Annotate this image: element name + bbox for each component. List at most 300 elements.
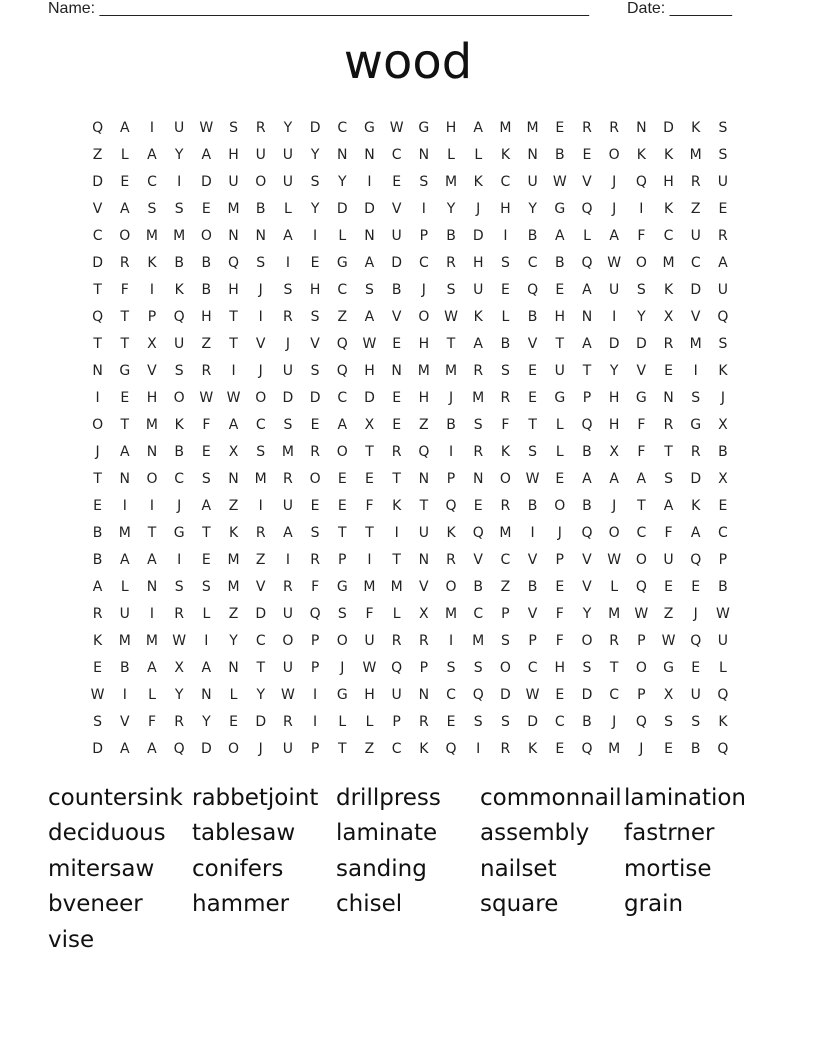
grid-letter: N: [636, 119, 647, 136]
grid-letter: I: [639, 200, 644, 217]
date-field-label: Date: _______: [627, 0, 732, 17]
grid-letter: B: [582, 443, 592, 460]
grid-letter: N: [418, 551, 430, 568]
grid-letter: M: [499, 524, 512, 541]
grid-letter: U: [282, 362, 294, 379]
grid-letter: D: [336, 200, 348, 217]
grid-letter: O: [200, 227, 212, 244]
grid-letter: Y: [174, 146, 184, 163]
grid-letter: T: [392, 551, 401, 568]
grid-letter: H: [364, 686, 375, 703]
grid-letter: N: [255, 227, 266, 244]
grid-letter: L: [392, 605, 401, 622]
word-bank-item: countersink: [48, 784, 183, 811]
grid-letter: U: [717, 632, 729, 649]
grid-letter: L: [120, 146, 129, 163]
grid-letter: S: [283, 416, 293, 433]
grid-letter: D: [255, 713, 267, 730]
grid-letter: T: [147, 524, 157, 541]
grid-letter: C: [255, 632, 266, 649]
grid-letter: K: [718, 362, 728, 379]
grid-letter: C: [500, 551, 511, 568]
grid-letter: F: [311, 578, 320, 595]
grid-letter: L: [338, 227, 347, 244]
grid-letter: P: [419, 659, 429, 676]
grid-letter: Z: [364, 740, 375, 757]
grid-letter: S: [283, 281, 293, 298]
grid-letter: B: [582, 497, 592, 514]
grid-letter: Q: [336, 335, 348, 352]
word-bank-item: vise: [48, 926, 95, 953]
word-bank: [48, 780, 768, 958]
grid-letter: G: [554, 200, 566, 217]
grid-letter: N: [146, 443, 158, 460]
grid-letter: P: [147, 308, 157, 325]
grid-letter: U: [391, 686, 402, 703]
grid-letter: T: [555, 335, 565, 352]
grid-letter: Q: [527, 281, 539, 298]
grid-letter: I: [476, 740, 481, 757]
grid-letter: B: [391, 281, 402, 298]
grid-letter: U: [174, 335, 185, 352]
grid-letter: T: [120, 335, 130, 352]
grid-letter: U: [690, 227, 701, 244]
grid-letter: R: [473, 362, 484, 379]
grid-letter: O: [608, 524, 620, 541]
grid-letter: R: [690, 443, 701, 460]
grid-letter: I: [204, 632, 209, 649]
grid-letter: S: [229, 119, 238, 136]
grid-letter: B: [527, 497, 538, 514]
grid-letter: T: [365, 524, 374, 541]
grid-letter: A: [119, 740, 130, 757]
letter-grid: [84, 114, 744, 762]
grid-letter: J: [258, 740, 263, 757]
grid-letter: E: [555, 119, 565, 136]
grid-letter: W: [525, 470, 540, 487]
grid-letter: Z: [500, 578, 511, 595]
grid-letter: H: [500, 200, 511, 217]
grid-letter: T: [93, 470, 102, 487]
grid-letter: T: [338, 740, 347, 757]
grid-letter: T: [582, 362, 592, 379]
grid-letter: V: [527, 335, 538, 352]
grid-letter: M: [254, 470, 267, 487]
grid-letter: L: [338, 713, 347, 730]
grid-letter: E: [582, 146, 592, 163]
grid-letter: O: [255, 173, 267, 190]
grid-letter: B: [690, 740, 701, 757]
grid-letter: Q: [309, 605, 321, 622]
grid-letter: U: [282, 497, 294, 514]
grid-letter: R: [418, 632, 429, 649]
word-bank-item: hammer: [192, 891, 290, 918]
grid-letter: W: [607, 551, 622, 568]
grid-letter: B: [527, 308, 538, 325]
grid-letter: V: [147, 362, 157, 379]
grid-letter: D: [309, 119, 321, 136]
grid-letter: A: [119, 443, 130, 460]
grid-letter: O: [445, 578, 457, 595]
grid-letter: U: [690, 686, 701, 703]
grid-letter: Y: [609, 362, 619, 379]
grid-letter: D: [635, 335, 647, 352]
grid-letter: L: [501, 308, 510, 325]
grid-letter: Y: [310, 200, 320, 217]
grid-letter: X: [228, 443, 239, 460]
word-bank-item: rabbetjoint: [192, 784, 319, 811]
grid-letter: Q: [418, 443, 430, 460]
grid-letter: M: [526, 119, 539, 136]
grid-letter: K: [528, 740, 538, 757]
grid-letter: Q: [635, 713, 647, 730]
grid-letter: A: [663, 497, 674, 514]
grid-letter: Y: [202, 713, 211, 730]
grid-letter: R: [391, 632, 402, 649]
grid-letter: Q: [581, 200, 593, 217]
grid-letter: O: [173, 389, 185, 406]
grid-letter: B: [92, 524, 103, 541]
grid-letter: A: [582, 281, 592, 298]
grid-letter: P: [718, 551, 728, 568]
grid-letter: S: [310, 308, 320, 325]
grid-letter: I: [122, 497, 127, 514]
grid-letter: M: [363, 578, 376, 595]
grid-letter: M: [227, 551, 240, 568]
name-field-label: Name: _______________________________________________________: [48, 0, 589, 17]
grid-letter: K: [228, 524, 239, 541]
grid-letter: I: [149, 605, 155, 622]
grid-letter: N: [418, 146, 430, 163]
grid-letter: Q: [173, 308, 185, 325]
grid-letter: S: [664, 470, 673, 487]
grid-letter: E: [555, 281, 565, 298]
grid-letter: V: [636, 362, 647, 379]
word-bank-item: bveneer: [48, 891, 143, 918]
grid-letter: P: [310, 659, 320, 676]
grid-letter: F: [555, 605, 564, 622]
grid-letter: R: [609, 119, 620, 136]
grid-letter: A: [147, 740, 157, 757]
grid-letter: M: [608, 740, 621, 757]
word-bank-item: mitersaw: [48, 855, 155, 882]
grid-letter: C: [418, 254, 429, 271]
grid-letter: V: [92, 200, 103, 217]
grid-letter: G: [554, 389, 566, 406]
grid-letter: Z: [92, 146, 103, 163]
grid-letter: O: [635, 551, 647, 568]
grid-letter: I: [285, 254, 290, 271]
grid-letter: I: [149, 497, 155, 514]
grid-letter: B: [174, 443, 184, 460]
word-bank-row: [48, 922, 768, 958]
grid-letter: B: [201, 281, 212, 298]
grid-letter: P: [637, 686, 646, 703]
grid-letter: B: [718, 443, 728, 460]
grid-letter: X: [419, 605, 429, 622]
grid-letter: M: [145, 227, 159, 244]
grid-letter: S: [256, 443, 266, 460]
grid-letter: H: [309, 281, 321, 298]
word-bank-item: grain: [624, 891, 684, 918]
grid-letter: T: [256, 659, 265, 676]
grid-letter: R: [174, 713, 185, 730]
grid-letter: M: [417, 362, 430, 379]
grid-letter: G: [690, 416, 702, 433]
grid-letter: C: [92, 227, 103, 244]
grid-letter: S: [310, 362, 320, 379]
grid-letter: X: [174, 659, 184, 676]
grid-letter: E: [691, 578, 701, 595]
grid-letter: R: [255, 119, 266, 136]
grid-letter: I: [313, 686, 318, 703]
grid-letter: Q: [173, 740, 185, 757]
word-bank-item: deciduous: [48, 820, 166, 847]
grid-letter: L: [148, 686, 156, 703]
grid-letter: C: [147, 173, 157, 190]
grid-row: [84, 384, 744, 411]
grid-letter: R: [283, 308, 293, 325]
grid-letter: P: [637, 632, 646, 649]
grid-letter: D: [92, 740, 103, 757]
grid-letter: K: [473, 308, 483, 325]
grid-letter: W: [199, 119, 214, 136]
grid-letter: W: [172, 632, 187, 649]
grid-row: [84, 627, 744, 654]
grid-letter: R: [582, 119, 592, 136]
grid-letter: X: [663, 686, 674, 703]
grid-letter: B: [582, 713, 592, 730]
grid-letter: Q: [635, 173, 647, 190]
grid-letter: X: [663, 308, 674, 325]
grid-letter: U: [554, 362, 565, 379]
grid-letter: J: [258, 281, 263, 298]
grid-row: [84, 114, 744, 141]
grid-row: [84, 357, 744, 384]
grid-letter: B: [527, 227, 538, 244]
grid-letter: D: [200, 740, 212, 757]
grid-letter: E: [664, 362, 673, 379]
grid-letter: O: [635, 659, 647, 676]
word-bank-item: conifers: [192, 855, 284, 882]
grid-letter: K: [691, 119, 701, 136]
grid-letter: F: [120, 281, 129, 298]
grid-letter: E: [201, 551, 211, 568]
grid-letter: B: [473, 578, 484, 595]
grid-letter: I: [313, 227, 318, 244]
grid-letter: C: [391, 146, 402, 163]
grid-letter: K: [446, 524, 456, 541]
grid-letter: A: [609, 227, 619, 244]
grid-letter: C: [391, 740, 402, 757]
grid-letter: A: [147, 146, 157, 163]
grid-letter: D: [200, 173, 212, 190]
word-bank-item: nailset: [480, 855, 557, 882]
grid-letter: R: [201, 362, 212, 379]
grid-letter: B: [174, 254, 184, 271]
grid-letter: B: [554, 254, 565, 271]
grid-letter: A: [119, 119, 130, 136]
grid-letter: N: [146, 578, 158, 595]
grid-letter: C: [174, 470, 185, 487]
grid-letter: K: [419, 740, 429, 757]
grid-letter: K: [691, 497, 701, 514]
grid-letter: I: [149, 119, 155, 136]
word-bank-row: [48, 887, 768, 923]
grid-letter: M: [281, 443, 294, 460]
grid-letter: M: [390, 578, 403, 595]
grid-letter: G: [173, 524, 185, 541]
grid-letter: T: [365, 443, 374, 460]
grid-letter: S: [174, 200, 184, 217]
grid-letter: O: [499, 659, 511, 676]
grid-letter: F: [664, 524, 673, 541]
grid-letter: J: [476, 200, 481, 217]
grid-letter: X: [718, 470, 728, 487]
grid-letter: V: [391, 308, 402, 325]
grid-letter: P: [446, 470, 456, 487]
grid-letter: E: [310, 416, 320, 433]
grid-letter: N: [92, 362, 103, 379]
word-bank-item: mortise: [624, 855, 712, 882]
grid-row: [84, 276, 744, 303]
grid-letter: Y: [637, 308, 646, 325]
grid-letter: O: [255, 389, 267, 406]
grid-letter: T: [93, 335, 102, 352]
word-bank-item: square: [480, 891, 559, 918]
grid-letter: K: [636, 146, 646, 163]
grid-letter: D: [309, 389, 321, 406]
grid-letter: P: [338, 551, 347, 568]
grid-letter: B: [92, 551, 103, 568]
grid-letter: Y: [256, 686, 265, 703]
grid-letter: J: [177, 497, 182, 514]
grid-letter: D: [472, 227, 484, 244]
grid-letter: V: [310, 335, 320, 352]
grid-letter: W: [226, 389, 241, 406]
grid-letter: S: [718, 119, 728, 136]
grid-letter: C: [255, 416, 266, 433]
grid-letter: D: [500, 686, 511, 703]
grid-letter: M: [472, 632, 485, 649]
grid-letter: Z: [663, 605, 674, 622]
grid-letter: S: [500, 632, 510, 649]
grid-letter: C: [337, 389, 348, 406]
grid-letter: S: [201, 470, 211, 487]
grid-letter: P: [310, 632, 320, 649]
grid-letter: H: [201, 308, 212, 325]
grid-letter: C: [337, 119, 348, 136]
grid-letter: R: [446, 254, 456, 271]
grid-letter: Y: [446, 200, 456, 217]
grid-letter: U: [228, 173, 239, 190]
grid-letter: R: [283, 713, 293, 730]
word-bank-item: lamination: [624, 784, 747, 811]
grid-letter: J: [285, 335, 290, 352]
grid-letter: E: [473, 497, 483, 514]
word-bank-row: [48, 816, 768, 852]
grid-letter: S: [664, 713, 673, 730]
grid-letter: E: [555, 740, 565, 757]
grid-letter: I: [177, 551, 182, 568]
grid-letter: U: [174, 119, 185, 136]
grid-letter: J: [612, 713, 617, 730]
grid-letter: A: [283, 524, 293, 541]
grid-letter: D: [255, 605, 267, 622]
grid-letter: R: [663, 335, 674, 352]
grid-letter: A: [690, 524, 701, 541]
grid-row: [84, 519, 744, 546]
grid-letter: H: [418, 389, 430, 406]
grid-letter: X: [364, 416, 375, 433]
grid-letter: A: [582, 335, 592, 352]
grid-letter: W: [525, 686, 540, 703]
grid-letter: R: [500, 389, 511, 406]
grid-letter: T: [419, 497, 429, 514]
grid-letter: K: [663, 200, 674, 217]
grid-letter: I: [313, 713, 318, 730]
grid-letter: S: [147, 200, 157, 217]
grid-letter: U: [391, 227, 402, 244]
grid-letter: R: [119, 254, 130, 271]
grid-letter: V: [582, 173, 592, 190]
grid-letter: D: [391, 254, 403, 271]
grid-letter: J: [95, 443, 100, 460]
grid-letter: J: [639, 740, 644, 757]
grid-letter: N: [228, 470, 239, 487]
grid-letter: D: [364, 389, 375, 406]
grid-letter: E: [664, 578, 673, 595]
grid-letter: C: [609, 686, 620, 703]
grid-letter: Z: [228, 497, 239, 514]
grid-letter: R: [690, 173, 701, 190]
grid-letter: V: [582, 578, 592, 595]
grid-letter: S: [500, 713, 510, 730]
grid-letter: I: [612, 308, 617, 325]
grid-letter: R: [92, 605, 103, 622]
grid-letter: Z: [228, 605, 239, 622]
grid-letter: I: [258, 497, 263, 514]
grid-letter: P: [501, 605, 510, 622]
grid-letter: S: [419, 173, 429, 190]
grid-letter: R: [174, 605, 185, 622]
grid-letter: B: [527, 578, 538, 595]
grid-letter: A: [473, 335, 483, 352]
grid-letter: T: [202, 524, 211, 541]
grid-letter: S: [446, 659, 456, 676]
grid-letter: S: [174, 362, 184, 379]
grid-letter: S: [691, 713, 701, 730]
grid-letter: B: [201, 254, 212, 271]
grid-letter: N: [364, 227, 375, 244]
grid-letter: O: [418, 308, 430, 325]
grid-letter: M: [145, 416, 159, 433]
grid-letter: K: [473, 173, 483, 190]
grid-letter: S: [500, 254, 510, 271]
grid-letter: S: [636, 281, 646, 298]
grid-letter: I: [95, 389, 100, 406]
grid-letter: L: [555, 443, 564, 460]
grid-letter: U: [717, 173, 729, 190]
grid-letter: E: [365, 470, 374, 487]
grid-letter: M: [145, 632, 159, 649]
grid-letter: G: [418, 119, 430, 136]
page-title: wood: [343, 34, 473, 90]
grid-letter: A: [201, 659, 212, 676]
grid-letter: M: [444, 605, 458, 622]
grid-letter: E: [93, 659, 103, 676]
grid-letter: X: [609, 443, 619, 460]
